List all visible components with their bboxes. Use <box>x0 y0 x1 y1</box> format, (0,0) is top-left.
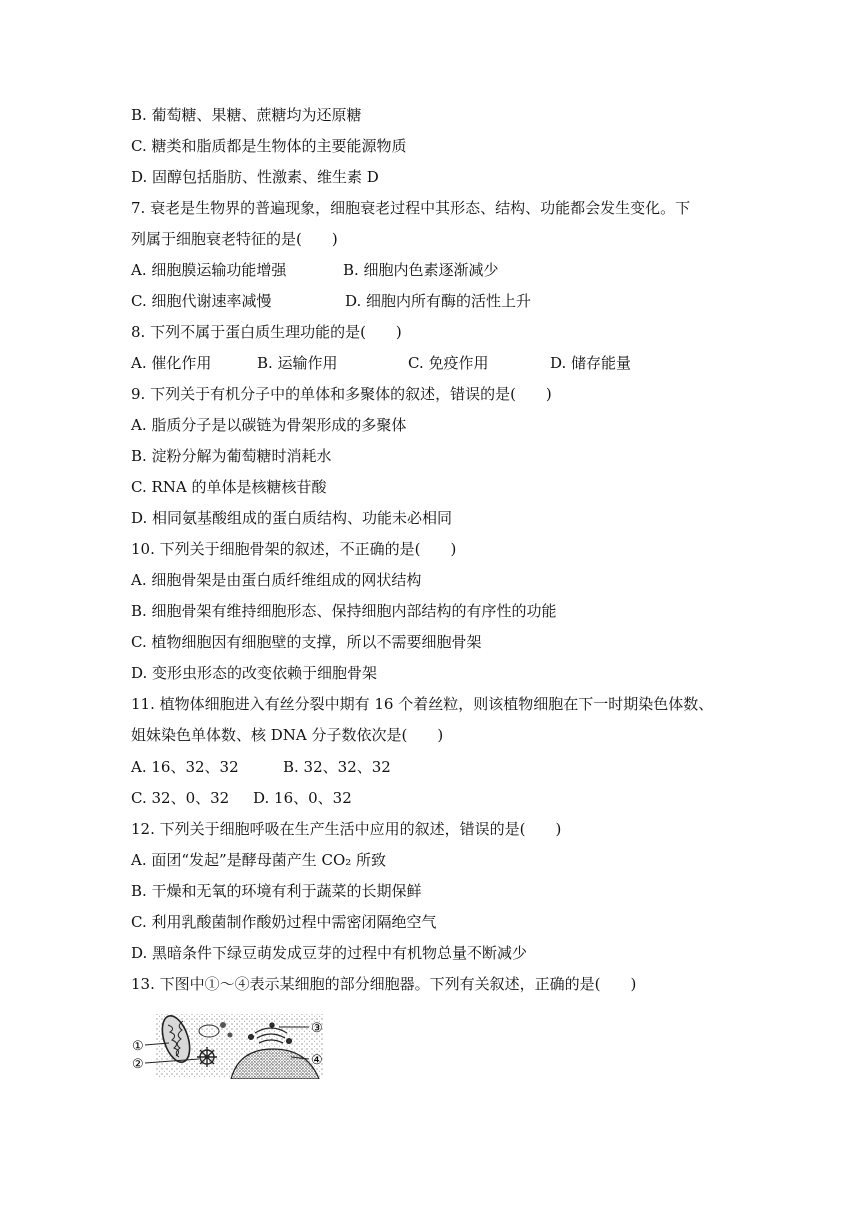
q11-option-a: A. 16、32、32 <box>131 758 239 776</box>
q10-option-b: B. 细胞骨架有维持细胞形态、保持细胞内部结构的有序性的功能 <box>131 602 557 620</box>
q9-stem: 9. 下列关于有机分子中的单体和多聚体的叙述，错误的是( ) <box>131 385 552 403</box>
q11-stem-line1: 11. 植物体细胞进入有丝分裂中期有 16 个着丝粒，则该植物细胞在下一时期染色体数、 <box>131 695 714 713</box>
q11-option-d: D. 16、0、32 <box>253 789 352 807</box>
q7-option-d: D. 细胞内所有酶的活性上升 <box>345 292 532 310</box>
q8-option-d: D. 储存能量 <box>550 354 632 372</box>
q7-stem-line1: 7. 衰老是生物界的普遍现象，细胞衰老过程中其形态、结构、功能都会发生变化。下 <box>131 199 691 217</box>
q11-options-row2 <box>131 788 352 808</box>
q8-stem: 8. 下列不属于蛋白质生理功能的是( ) <box>131 323 402 341</box>
q11-options-row1 <box>131 757 391 777</box>
figure-label-1: ① <box>132 1039 144 1054</box>
q9-option-d: D. 相同氨基酸组成的蛋白质结构、功能未必相同 <box>131 509 453 527</box>
q11-option-b: B. 32、32、32 <box>283 758 391 776</box>
q6-option-d: D. 固醇包括脂肪、性激素、维生素 D <box>131 168 379 186</box>
organelle-figure <box>131 1013 331 1079</box>
q12-option-c: C. 利用乳酸菌制作酸奶过程中需密闭隔绝空气 <box>131 913 437 931</box>
q12-option-b: B. 干燥和无氧的环境有利于蔬菜的长期保鲜 <box>131 882 422 900</box>
figure-label-2: ② <box>132 1057 144 1072</box>
q12-stem: 12. 下列关于细胞呼吸在生产生活中应用的叙述，错误的是( ) <box>131 820 562 838</box>
q11-stem-line2: 姐妹染色单体数、核 DNA 分子数依次是( ) <box>131 726 444 744</box>
q6-option-c: C. 糖类和脂质都是生物体的主要能源物质 <box>131 137 407 155</box>
q10-option-d: D. 变形虫形态的改变依赖于细胞骨架 <box>131 664 378 682</box>
figure-label-3: ③ <box>311 1021 323 1036</box>
q10-option-c: C. 植物细胞因有细胞壁的支撑，所以不需要细胞骨架 <box>131 633 482 651</box>
figure-label-4: ④ <box>311 1053 323 1068</box>
q7-options-row1 <box>131 260 499 280</box>
centrosome-shape <box>197 1047 217 1067</box>
q7-stem-line2: 列属于细胞衰老特征的是( ) <box>131 230 338 248</box>
q7-option-b: B. 细胞内色素逐渐减少 <box>343 261 499 279</box>
q7-option-c: C. 细胞代谢速率减慢 <box>131 292 272 310</box>
q9-option-a: A. 脂质分子是以碳链为骨架形成的多聚体 <box>131 416 407 434</box>
q12-option-a: A. 面团“发起”是酵母菌产生 CO₂ 所致 <box>131 851 387 869</box>
q10-stem: 10. 下列关于细胞骨架的叙述，不正确的是( ) <box>131 540 457 558</box>
q12-option-d: D. 黑暗条件下绿豆萌发成豆芽的过程中有机物总量不断减少 <box>131 944 528 962</box>
q7-option-a: A. 细胞膜运输功能增强 <box>131 261 287 279</box>
q8-options <box>131 353 631 373</box>
q10-option-a: A. 细胞骨架是由蛋白质纤维组成的网状结构 <box>131 571 422 589</box>
q6-option-b: B. 葡萄糖、果糖、蔗糖均为还原糖 <box>131 106 362 124</box>
q8-option-c: C. 免疫作用 <box>408 354 489 372</box>
q11-option-c: C. 32、0、32 <box>131 789 230 807</box>
q9-option-b: B. 淀粉分解为葡萄糖时消耗水 <box>131 447 332 465</box>
q7-options-row2 <box>131 291 531 311</box>
q9-option-c: C. RNA 的单体是核糖核苷酸 <box>131 478 327 496</box>
q13-stem: 13. 下图中①～④表示某细胞的部分细胞器。下列有关叙述，正确的是( ) <box>131 975 637 993</box>
q8-option-b: B. 运输作用 <box>257 354 338 372</box>
q8-option-a: A. 催化作用 <box>131 354 212 372</box>
